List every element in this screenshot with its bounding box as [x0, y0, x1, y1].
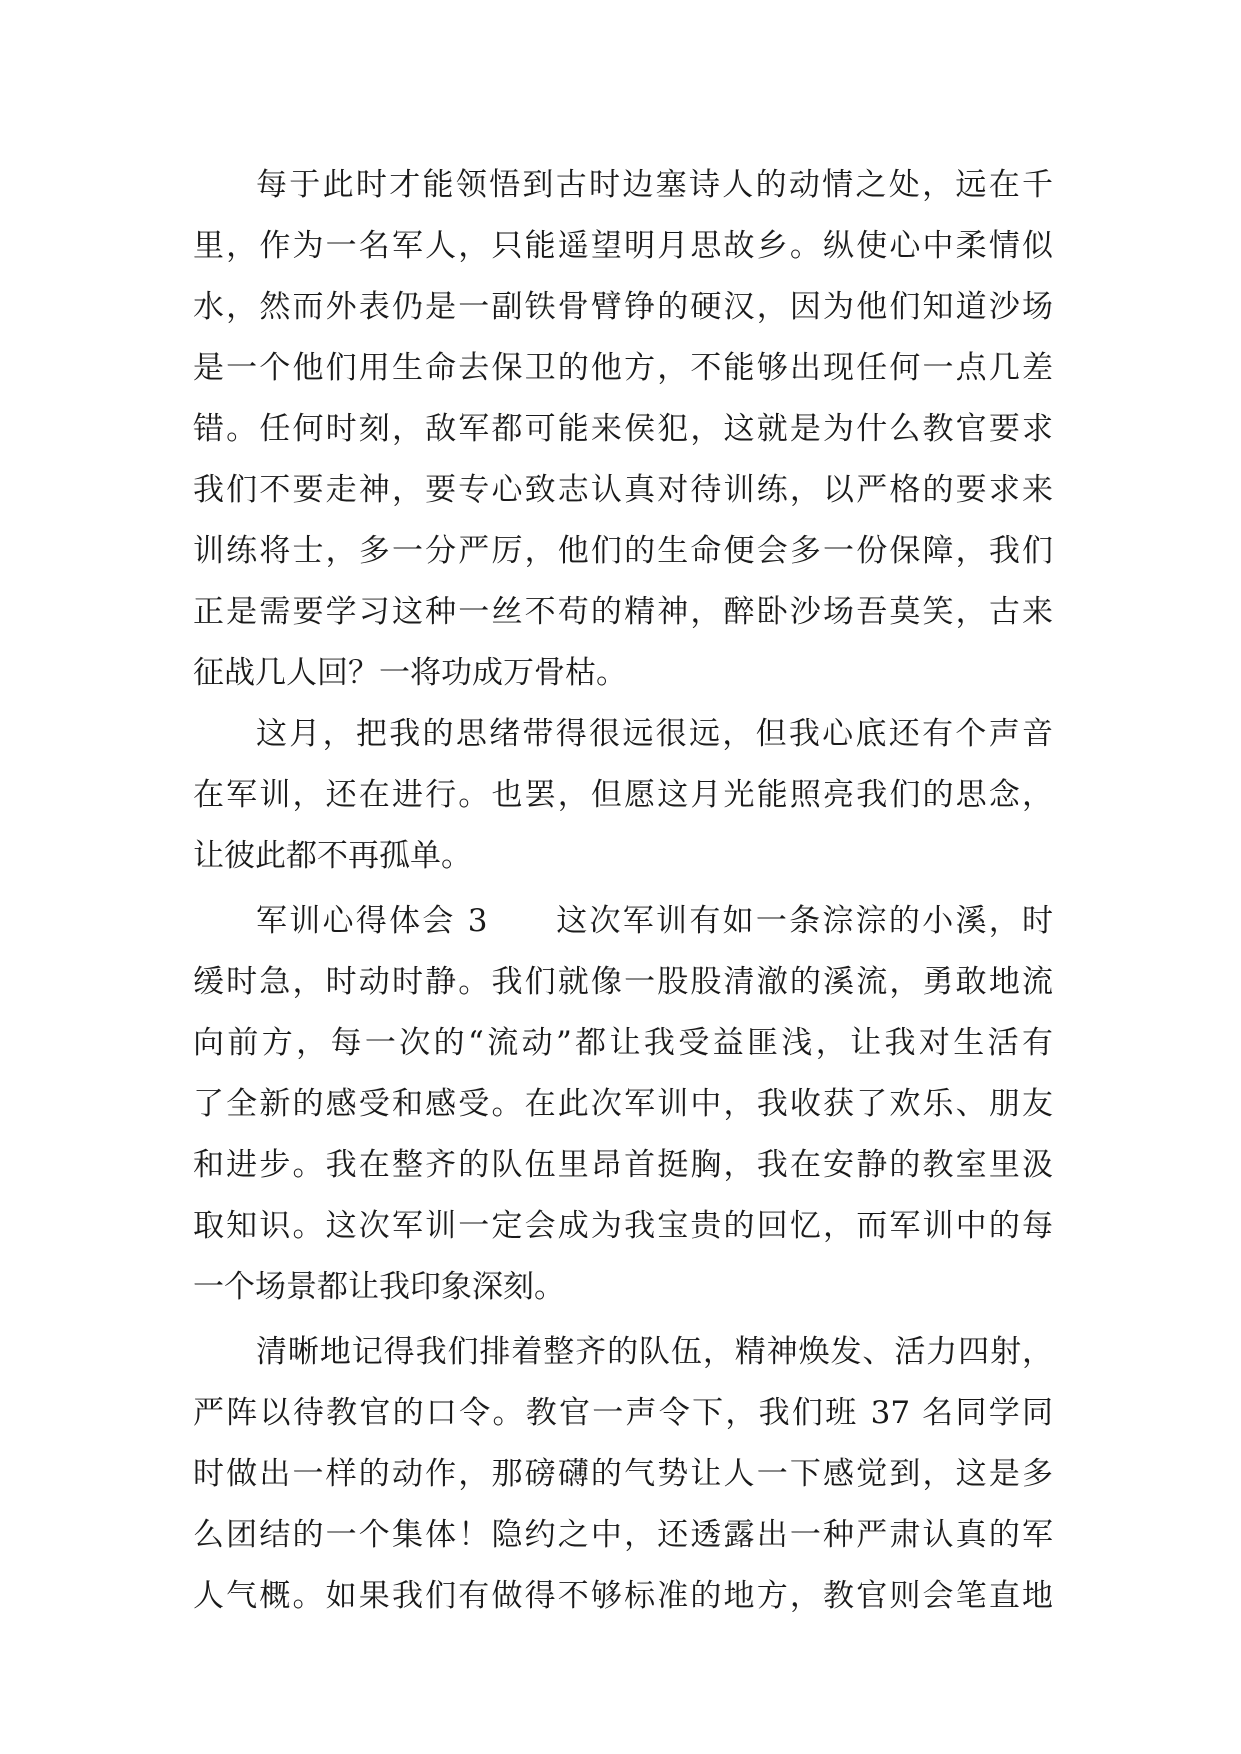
text-line: 人气概。如果我们有做得不够标准的地方，教官则会笔直地: [193, 1578, 1053, 1614]
text-line: 向前方，每一次的“流动”都让我受益匪浅，让我对生活有: [193, 1025, 1053, 1061]
text-line: 么团结的一个集体！隐约之中，还透露出一种严肃认真的军: [193, 1517, 1053, 1553]
paragraph: [193, 891, 1053, 1318]
text-line: 严阵以待教官的口令。教官一声令下，我们班 37 名同学同: [193, 1395, 1053, 1431]
text-line: 是一个他们用生命去保卫的他方，不能够出现任何一点几差: [193, 350, 1053, 386]
text-line: 每于此时才能领悟到古时边塞诗人的动情之处，远在千: [256, 167, 1053, 203]
text-line: 军训心得体会 3 这次军训有如一条淙淙的小溪，时: [256, 903, 1053, 939]
paragraph: [193, 155, 1053, 704]
text-line: 缓时急，时动时静。我们就像一股股清澈的溪流，勇敢地流: [193, 964, 1053, 1000]
text-line: 训练将士，多一分严厉，他们的生命便会多一份保障，我们: [193, 533, 1053, 569]
text-line: 这月，把我的思绪带得很远很远，但我心底还有个声音: [256, 716, 1053, 752]
document-body: [193, 155, 1053, 1627]
text-line: 里，作为一名军人，只能遥望明月思故乡。纵使心中柔情似: [193, 228, 1053, 264]
text-line: 取知识。这次军训一定会成为我宝贵的回忆，而军训中的每: [193, 1208, 1053, 1244]
text-line: 了全新的感受和感受。在此次军训中，我收获了欢乐、朋友: [193, 1086, 1053, 1122]
text-line: 正是需要学习这种一丝不苟的精神，醉卧沙场吾莫笑，古来: [193, 594, 1053, 630]
text-line: 征战几人回？一将功成万骨枯。: [193, 655, 627, 691]
text-line: 和进步。我在整齐的队伍里昂首挺胸，我在安静的教室里汲: [193, 1147, 1053, 1183]
text-line: 清晰地记得我们排着整齐的队伍，精神焕发、活力四射，: [256, 1334, 1053, 1370]
text-line: 让彼此都不再孤单。: [193, 838, 472, 874]
paragraph: [193, 704, 1053, 887]
text-line: 时做出一样的动作，那磅礴的气势让人一下感觉到，这是多: [193, 1456, 1053, 1492]
text-line: 我们不要走神，要专心致志认真对待训练，以严格的要求来: [193, 472, 1053, 508]
paragraph: [193, 1322, 1053, 1627]
text-line: 一个场景都让我印象深刻。: [193, 1269, 565, 1305]
text-line: 水，然而外表仍是一副铁骨臂铮的硬汉，因为他们知道沙场: [193, 289, 1053, 325]
text-line: 在军训，还在进行。也罢，但愿这月光能照亮我们的思念，: [193, 777, 1053, 813]
text-line: 错。任何时刻，敌军都可能来侯犯，这就是为什么教官要求: [193, 411, 1053, 447]
